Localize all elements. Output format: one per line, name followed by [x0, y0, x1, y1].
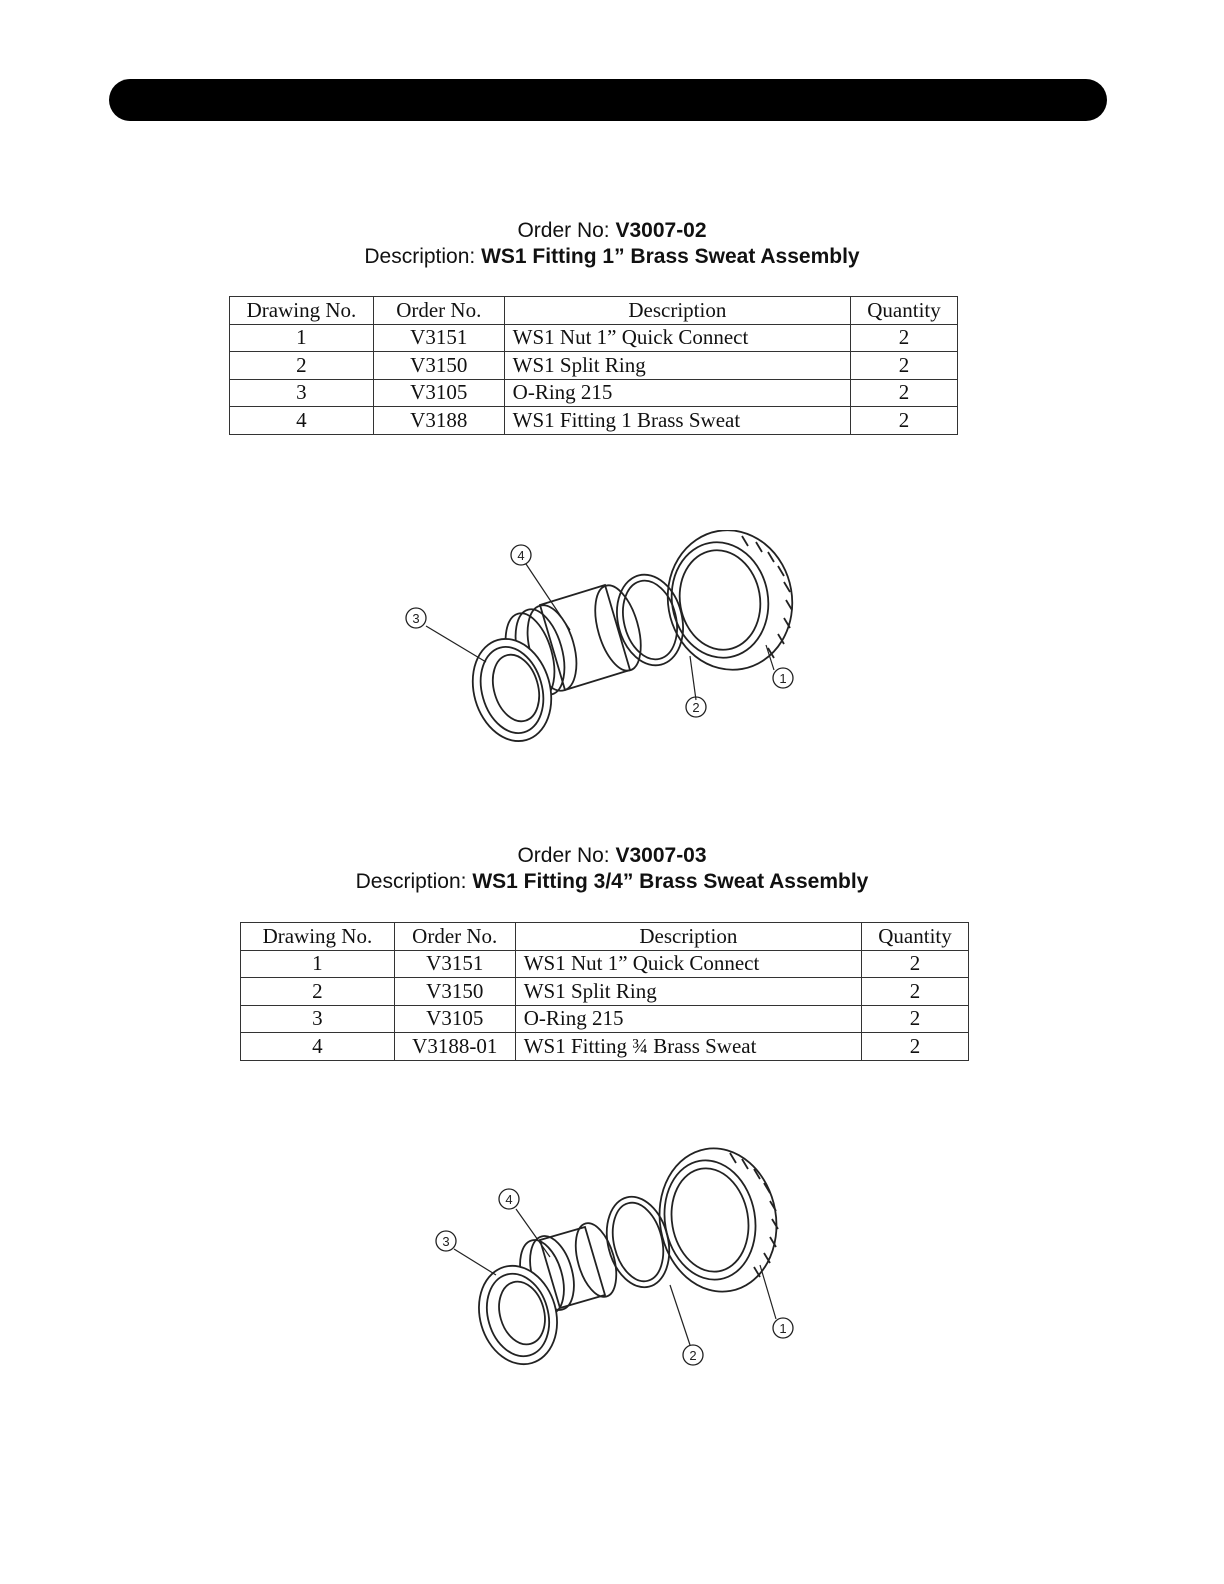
- description-line-1: [0, 243, 1224, 270]
- description-line-2: [0, 868, 1224, 895]
- cell-order-no: V3188: [373, 407, 504, 435]
- callout-3: 3: [442, 1234, 450, 1249]
- description-label: Description:: [355, 870, 473, 893]
- exploded-drawing-1: [390, 530, 830, 750]
- cell-order-no: V3150: [394, 978, 515, 1006]
- header-description: Description: [504, 297, 850, 325]
- table-row: [230, 379, 958, 407]
- header-order-no: Order No.: [373, 297, 504, 325]
- order-label: Order No:: [517, 844, 616, 867]
- cell-drawing-no: 3: [230, 379, 374, 407]
- cell-quantity: 2: [851, 352, 958, 380]
- cell-description: O-Ring 215: [515, 1005, 861, 1033]
- callout-2: 2: [692, 700, 700, 715]
- cell-quantity: 2: [862, 950, 969, 978]
- cell-drawing-no: 3: [241, 1005, 395, 1033]
- cell-description: WS1 Nut 1” Quick Connect: [504, 324, 850, 352]
- order-label: Order No:: [517, 219, 616, 242]
- cell-description: WS1 Fitting ¾ Brass Sweat: [515, 1033, 861, 1061]
- table-row: [230, 407, 958, 435]
- cell-quantity: 2: [862, 1033, 969, 1061]
- table-row: [230, 324, 958, 352]
- callout-3: 3: [412, 611, 420, 626]
- order-value: V3007-02: [615, 219, 707, 242]
- order-number-line-2: [0, 842, 1224, 869]
- description-label: Description:: [364, 245, 482, 268]
- cell-drawing-no: 2: [230, 352, 374, 380]
- table-header-row: [241, 923, 969, 951]
- description-value: WS1 Fitting 1” Brass Sweat Assembly: [481, 245, 860, 268]
- parts-table-1: [229, 296, 958, 435]
- header-quantity: Quantity: [851, 297, 958, 325]
- callout-2: 2: [689, 1348, 697, 1363]
- header-description: Description: [515, 923, 861, 951]
- cell-description: O-Ring 215: [504, 379, 850, 407]
- header-order-no: Order No.: [394, 923, 515, 951]
- table-row: [241, 950, 969, 978]
- callout-4: 4: [505, 1192, 513, 1207]
- cell-quantity: 2: [862, 978, 969, 1006]
- cell-quantity: 2: [851, 324, 958, 352]
- exploded-drawing-2: [420, 1145, 820, 1375]
- callout-1: 1: [779, 1321, 787, 1336]
- cell-order-no: V3105: [394, 1005, 515, 1033]
- header-quantity: Quantity: [862, 923, 969, 951]
- parts-table-2: [240, 922, 969, 1061]
- header-drawing-no: Drawing No.: [241, 923, 395, 951]
- cell-quantity: 2: [862, 1005, 969, 1033]
- cell-drawing-no: 2: [241, 978, 395, 1006]
- table-row: [241, 1005, 969, 1033]
- table-row: [230, 352, 958, 380]
- header-bar: [109, 79, 1107, 121]
- cell-drawing-no: 1: [230, 324, 374, 352]
- cell-quantity: 2: [851, 379, 958, 407]
- o-ring: [461, 630, 563, 750]
- table-row: [241, 978, 969, 1006]
- cell-order-no: V3150: [373, 352, 504, 380]
- callout-1: 1: [779, 671, 787, 686]
- callout-4: 4: [517, 548, 525, 563]
- cell-description: WS1 Split Ring: [515, 978, 861, 1006]
- order-value: V3007-03: [615, 844, 707, 867]
- cell-order-no: V3105: [373, 379, 504, 407]
- cell-drawing-no: 4: [230, 407, 374, 435]
- cell-description: WS1 Split Ring: [504, 352, 850, 380]
- order-number-line-1: [0, 217, 1224, 244]
- cell-order-no: V3188-01: [394, 1033, 515, 1061]
- table-row: [241, 1033, 969, 1061]
- description-value: WS1 Fitting 3/4” Brass Sweat Assembly: [472, 870, 869, 893]
- cell-quantity: 2: [851, 407, 958, 435]
- table-header-row: [230, 297, 958, 325]
- cell-description: WS1 Nut 1” Quick Connect: [515, 950, 861, 978]
- cell-drawing-no: 4: [241, 1033, 395, 1061]
- cell-description: WS1 Fitting 1 Brass Sweat: [504, 407, 850, 435]
- cell-order-no: V3151: [373, 324, 504, 352]
- quick-connect-nut: [648, 1145, 787, 1301]
- header-drawing-no: Drawing No.: [230, 297, 374, 325]
- cell-drawing-no: 1: [241, 950, 395, 978]
- cell-order-no: V3151: [394, 950, 515, 978]
